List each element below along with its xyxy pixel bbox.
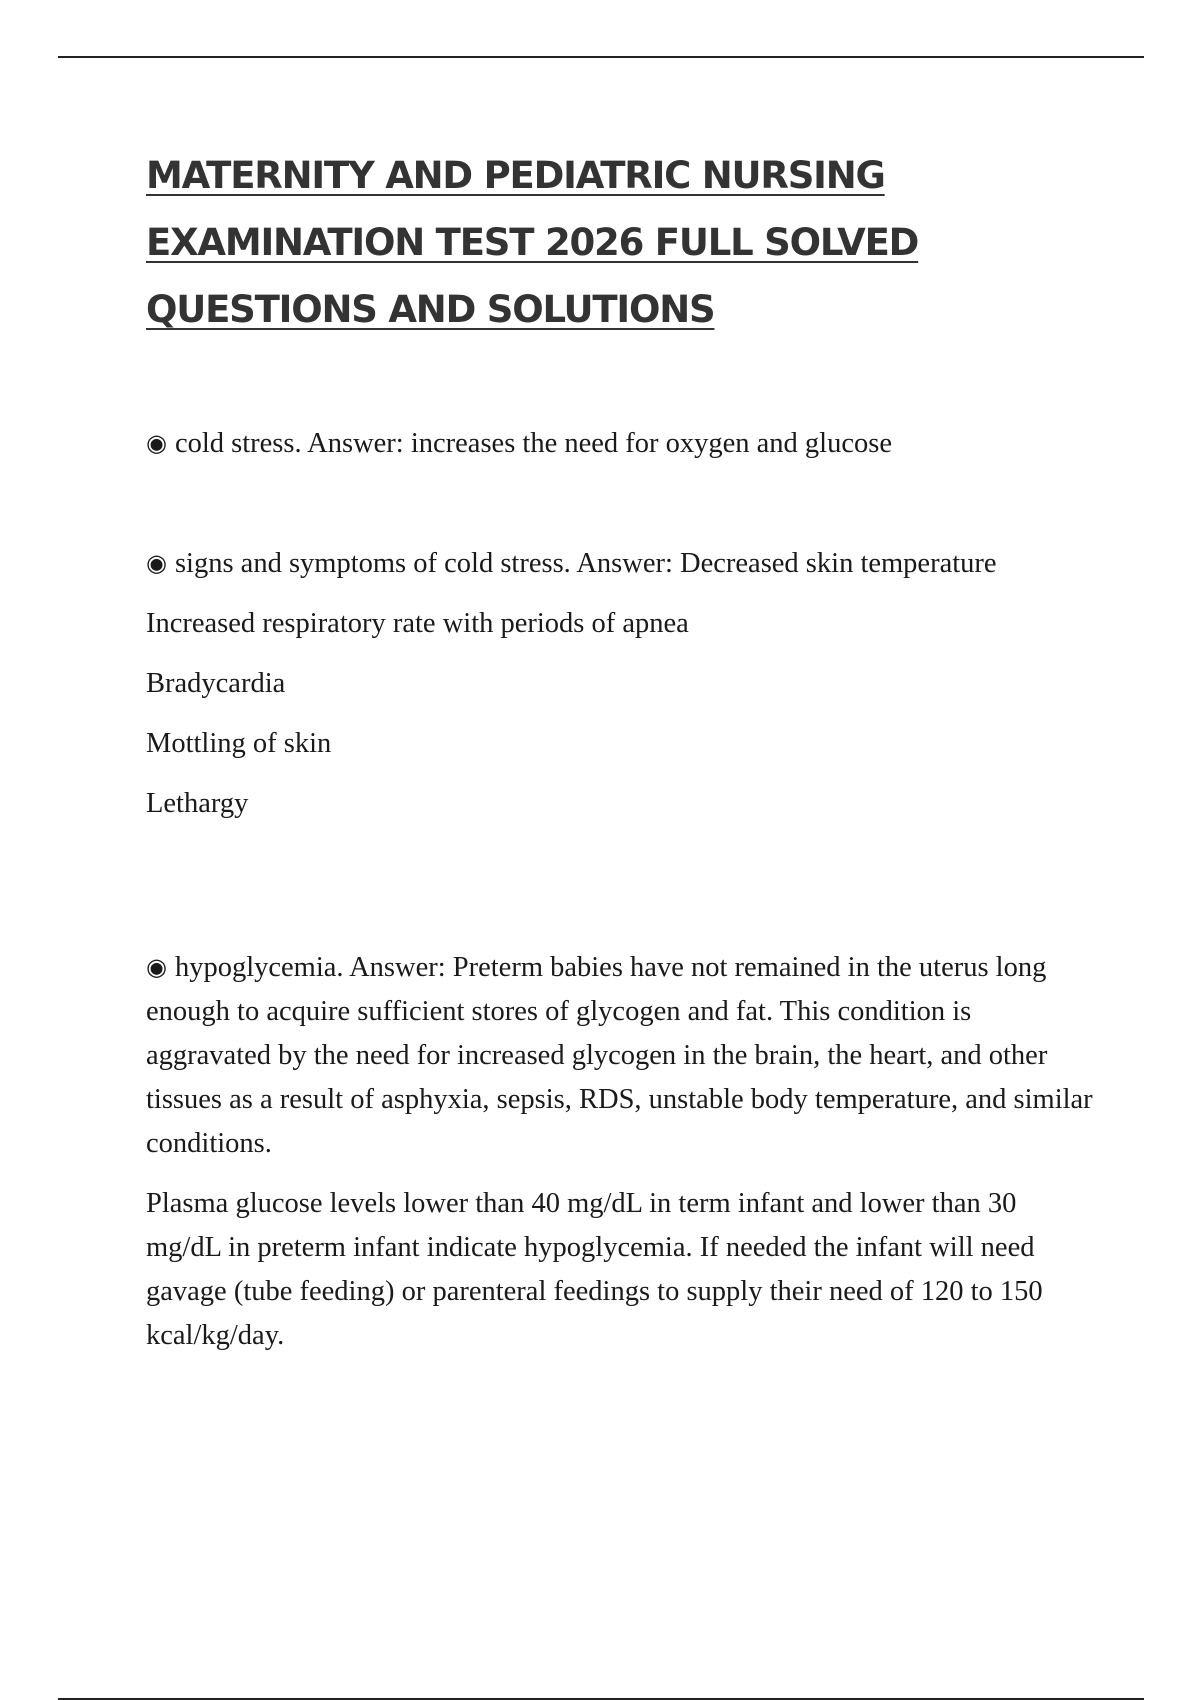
answer-paragraph: Plasma glucose levels lower than 40 mg/dL in term infant and lower than 30 mg/dL in preterm infant indicate hypoglycemia. If needed the infant will need gavage (tube feeding) or parenteral feedings to supply their need of 120 to 150 kcal/kg/day.	[146, 1188, 1043, 1351]
radio-bullet-icon: ◉	[146, 549, 167, 577]
title-line: MATERNITY AND PEDIATRIC NURSING	[146, 154, 885, 197]
document-title	[146, 142, 1106, 343]
title-line: QUESTIONS AND SOLUTIONS	[146, 288, 715, 331]
question-text: ◉ hypoglycemia. Answer: Preterm babies have not remained in the uterus long enough to acquire sufficient stores of glycogen and fat. This condition is aggravated by the need for increased glycogen in the brain, the heart, and other tissues as a result of asphyxia, sepsis, RDS, unstable body temperature, and similar conditions.	[146, 952, 1093, 1159]
question-text: ◉ cold stress. Answer: increases the need for oxygen and glucose	[146, 428, 892, 459]
radio-bullet-icon: ◉	[146, 429, 167, 457]
answer-line: Increased respiratory rate with periods of apnea	[146, 608, 689, 639]
question-cold-stress-signs	[146, 542, 1096, 826]
answer-line: Lethargy	[146, 788, 249, 819]
answer-line: Mottling of skin	[146, 728, 332, 759]
radio-bullet-icon: ◉	[146, 953, 167, 981]
question-cold-stress	[146, 422, 1096, 466]
question-hypoglycemia	[146, 946, 1096, 1358]
title-line: EXAMINATION TEST 2026 FULL SOLVED	[146, 221, 919, 264]
answer-line: Bradycardia	[146, 668, 286, 699]
question-text: ◉ signs and symptoms of cold stress. Answer: Decreased skin temperature	[146, 548, 997, 579]
header-rule	[58, 56, 1144, 58]
